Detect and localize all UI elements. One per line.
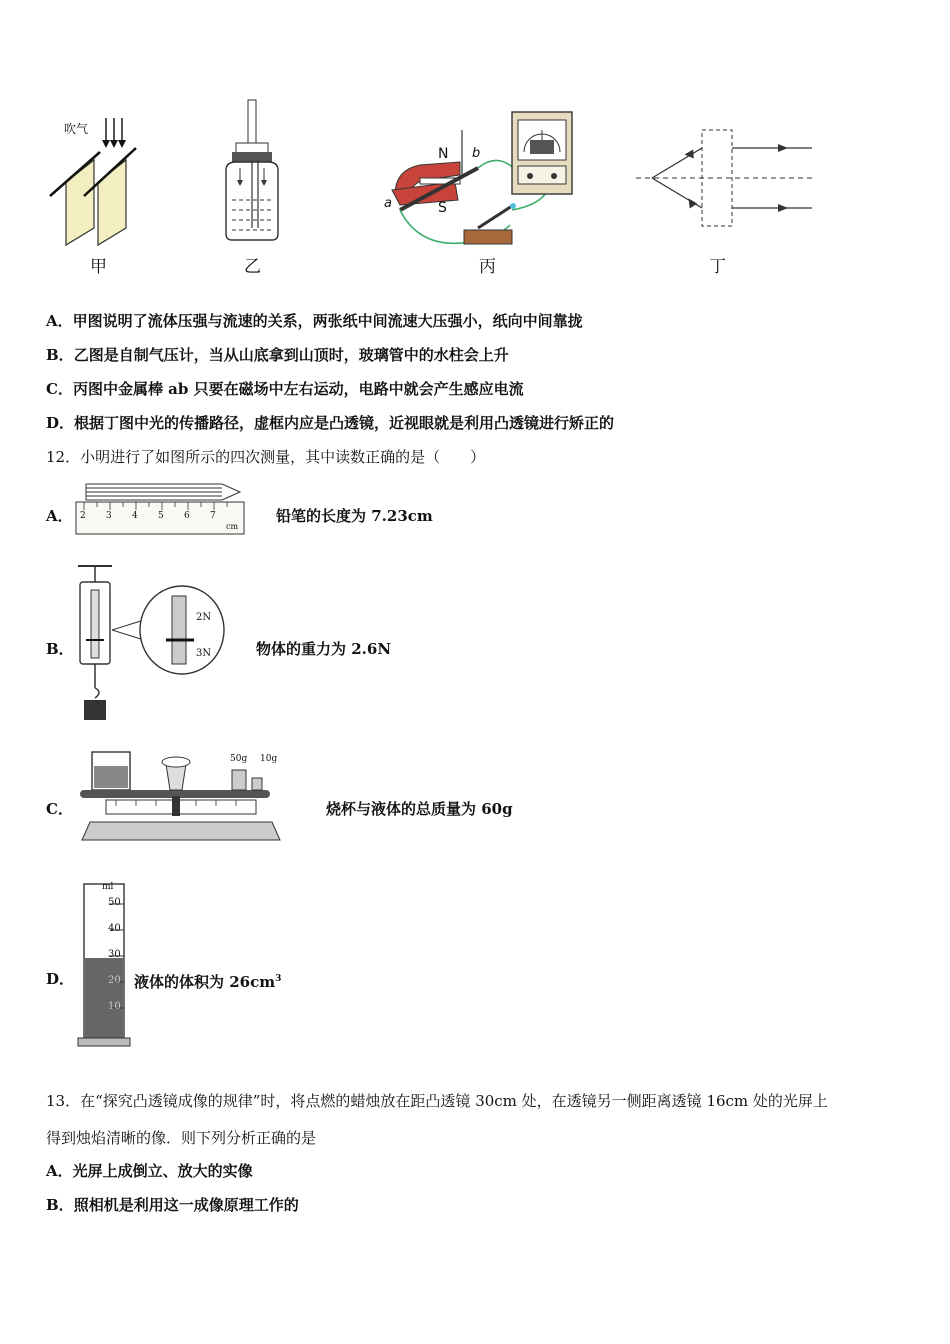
weight-label-50g: 50g: [230, 754, 248, 764]
q12-option-c-letter[interactable]: C．: [46, 800, 73, 818]
q13-option-b[interactable]: [46, 1196, 299, 1214]
magnet-label-S: S: [438, 200, 447, 216]
q11-option-c[interactable]: [46, 380, 524, 398]
q11-option-a[interactable]: [46, 312, 583, 330]
ruler-tick: 7: [210, 511, 216, 521]
rod-label-b: b: [472, 146, 481, 161]
paper-sheets-drawing: [50, 118, 136, 245]
cylinder-mark: 50: [108, 897, 121, 908]
ruler-tick: 2: [80, 511, 86, 521]
cylinder-unit: ml: [102, 882, 114, 892]
q12-option-a-letter[interactable]: A．: [46, 507, 73, 525]
option-letter: A．: [46, 1162, 73, 1180]
barometer-bottle-drawing: [226, 100, 278, 240]
q13-option-a[interactable]: [46, 1162, 253, 1180]
ruler-tick: 3: [106, 511, 112, 521]
figure-caption-ding: 丁: [709, 257, 726, 277]
cylinder-mark: 30: [108, 949, 121, 960]
ruler-tick: 4: [132, 511, 138, 521]
rod-label-a: a: [384, 196, 392, 211]
option-text: 丙图中金属棒 ab 只要在磁场中左右运动，电路中就会产生感应电流: [72, 380, 524, 398]
q13-stem-line1: 13．在“探究凸透镜成像的规律”时，将点燃的蜡烛放在距凸透镜 30cm 处，在透镜另一侧距离透镜 16cm 处的光屏上: [46, 1092, 828, 1110]
figure-caption-jia: 甲: [90, 257, 107, 277]
q12-option-b-text: 物体的重力为 2.6N: [256, 640, 392, 658]
q13-stem-line2: 得到烛焰清晰的像．则下列分析正确的是: [46, 1129, 317, 1147]
option-text: 光屏上成倒立、放大的实像: [72, 1162, 253, 1180]
cylinder-mark: 10: [108, 1001, 121, 1012]
induction-setup-drawing: [392, 112, 572, 244]
q11-option-d[interactable]: [46, 414, 614, 432]
ruler-figure: [72, 478, 252, 542]
ruler-unit: cm: [226, 522, 239, 531]
light-path-drawing: [636, 130, 812, 226]
cylinder-mark: 20: [108, 975, 121, 986]
blow-label: 吹气: [64, 122, 89, 136]
q12-option-a-text: 铅笔的长度为 7.23cm: [276, 507, 433, 525]
option-text: 照相机是利用这一成像原理工作的: [73, 1196, 299, 1214]
option-letter: D．: [46, 414, 75, 432]
scale-label-2N: 2N: [196, 612, 212, 623]
option-text: 根据丁图中光的传播路径，虚框内应是凸透镜，近视眼就是利用凸透镜进行矫正的: [74, 414, 615, 432]
option-text: 甲图说明了流体压强与流速的关系，两张纸中间流速大压强小，纸向中间靠拢: [72, 312, 583, 330]
q12-option-d-letter[interactable]: D．: [46, 970, 75, 988]
ruler-tick: 5: [158, 511, 164, 521]
scale-label-3N: 3N: [196, 648, 212, 659]
option-letter: C．: [46, 380, 73, 398]
option-text: 液体的体积为 26cm: [134, 973, 276, 991]
q11-option-b[interactable]: [46, 346, 509, 364]
q12-stem: 12．小明进行了如图所示的四次测量，其中读数正确的是（ ）: [46, 448, 486, 466]
measuring-cylinder-figure: [74, 880, 134, 1050]
q12-option-d-text: [134, 970, 281, 991]
q12-option-c-text: 烧杯与液体的总质量为 60g: [326, 800, 513, 818]
option-letter: A．: [46, 312, 73, 330]
ruler-tick: 6: [184, 511, 190, 521]
option-text: 乙图是自制气压计，当从山底拿到山顶时，玻璃管中的水柱会上升: [73, 346, 509, 364]
figure-caption-bing: 丙: [479, 257, 496, 277]
cylinder-mark: 40: [108, 923, 121, 934]
spring-scale-figure: [72, 560, 232, 730]
figure-caption-yi: 乙: [244, 257, 261, 277]
weight-label-10g: 10g: [260, 754, 278, 764]
q12-option-b-letter[interactable]: B．: [46, 640, 74, 658]
magnet-label-N: N: [438, 146, 449, 162]
option-letter: B．: [46, 1196, 74, 1214]
superscript: 3: [275, 974, 282, 984]
option-letter: B．: [46, 346, 74, 364]
